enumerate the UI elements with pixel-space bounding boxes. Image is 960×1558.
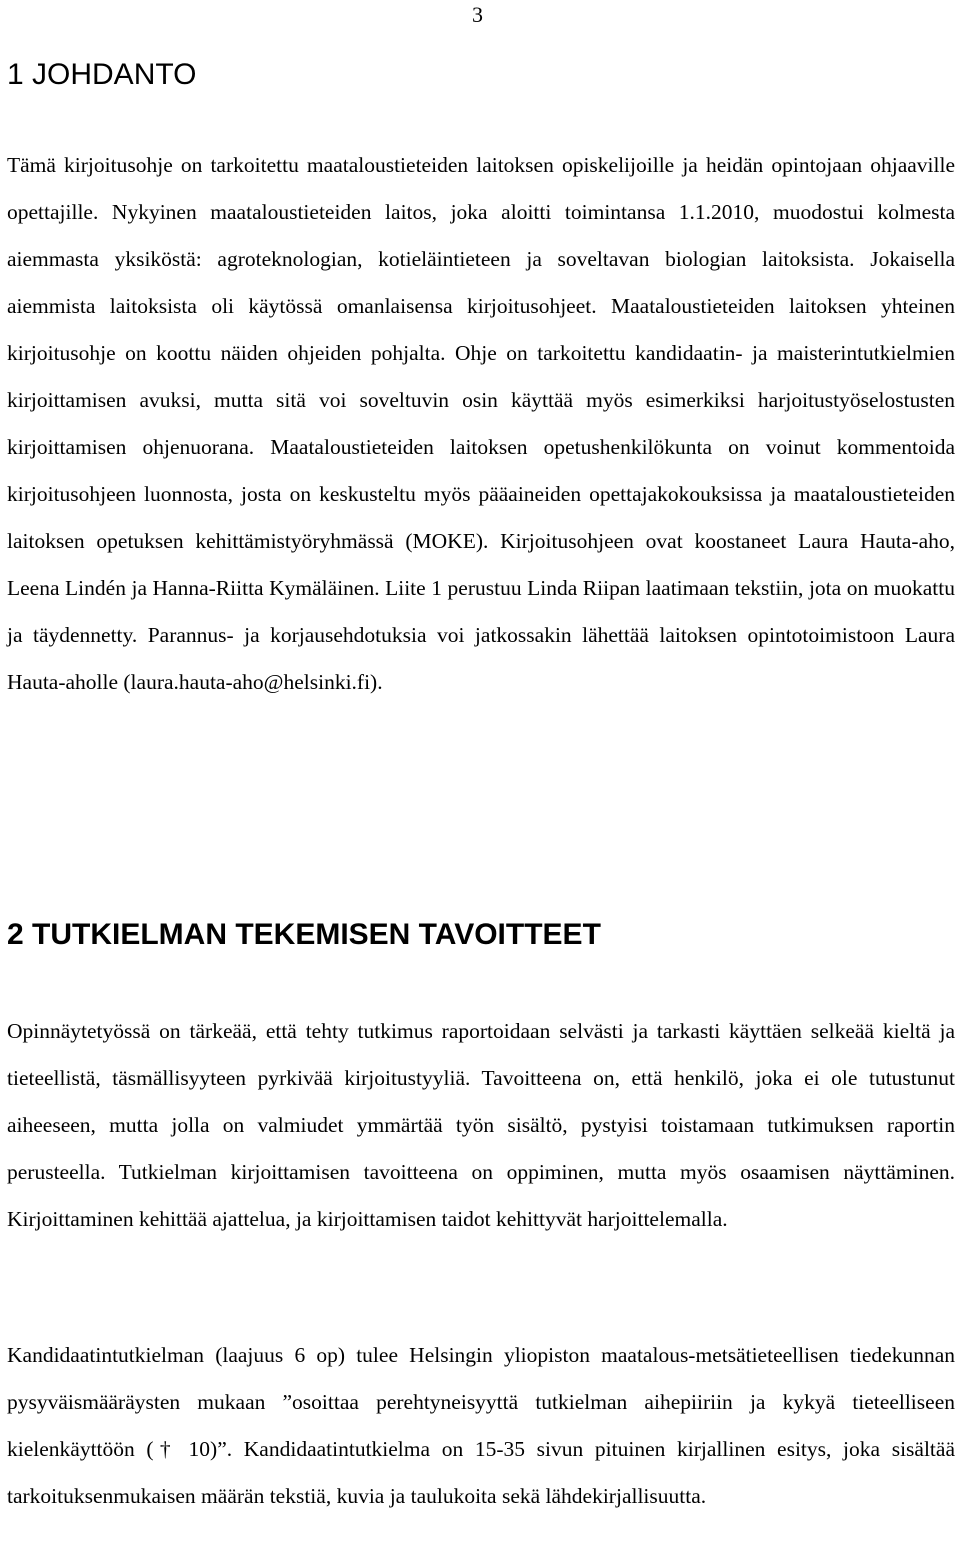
section-heading-johdanto: 1 JOHDANTO — [7, 58, 197, 91]
page-number: 3 — [472, 2, 483, 27]
section-heading-tavoitteet: 2 TUTKIELMAN TEKEMISEN TAVOITTEET — [7, 918, 601, 951]
paragraph-tavoitteet-1: Opinnäytetyössä on tärkeää, että tehty tutkimus raportoidaan selvästi ja tarkasti käyttäen selkeää kieltä ja tieteellistä, täsmällisyyteen pyrkivää kirjoitustyyliä. Tavoitteena on, että henkilö, joka ei ole tutustunut aiheeseen, mutta jolla on valmiudet ymmärtää työn sisältö, pystyisi toistamaan tutkimuksen raportin perusteella. Tutkielman kirjoittamisen tavoitteena on oppiminen, mutta myös osaamisen näyttäminen. Kirjoittaminen kehittää ajattelua, ja kirjoittamisen taidot kehittyvät harjoittelemalla. — [7, 1019, 955, 1231]
paragraph-johdanto: Tämä kirjoitusohje on tarkoitettu maataloustieteiden laitoksen opiskelijoille ja heidän opintojaan ohjaaville opettajille. Nykyinen maataloustieteiden laitos, joka aloitti toimintansa 1.1.2010, muodostui kolmesta aiemmasta yksiköstä: agroteknologian, kotieläintieteen ja soveltavan biologian laitoksista. Jokaisella aiemmista laitoksista oli käytössä omanlaisensa kirjoitusohjeet. Maataloustieteiden laitoksen yhteinen kirjoitusohje on koottu näiden ohjeiden pohjalta. Ohje on tarkoitettu kandidaatin- ja maisterintutkielmien kirjoittamisen avuksi, mutta sitä voi soveltuvin osin käyttää myös esimerkiksi harjoitustyöselostusten kirjoittamisen ohjenuorana. Maataloustieteiden laitoksen opetushenkilökunta on voinut kommentoida kirjoitusohjeen luonnosta, josta on keskusteltu myös pääaineiden opettajakokouksissa ja maataloustieteiden laitoksen opetuksen kehittämistyöryhmässä (MOKE). Kirjoitusohjeen ovat koostaneet Laura Hauta-aho, Leena Lindén ja Hanna-Riitta Kymäläinen. Liite 1 perustuu Linda Riipan laatimaan tekstiin, jota on muokattu ja täydennetty. Parannus- ja korjausehdotuksia voi jatkossakin lähettää laitoksen opintotoimistoon Laura Hauta-aholle (laura.hauta-aho@helsinki.fi). — [7, 153, 955, 694]
paragraph-tavoitteet-2: Kandidaatintutkielman (laajuus 6 op) tulee Helsingin yliopiston maatalous-metsätieteellisen tiedekunnan pysyväismääräysten mukaan ”osoittaa perehtyneisyyttä tutkielman aihepiiriin ja kykyä tieteelliseen kielenkäyttöön († 10)”. Kandidaatintutkielma on 15-35 sivun pituinen kirjallinen esitys, joka sisältää tarkoituksenmukaisen määrän tekstiä, kuvia ja taulukoita sekä lähdekirjallisuutta. — [7, 1343, 955, 1508]
